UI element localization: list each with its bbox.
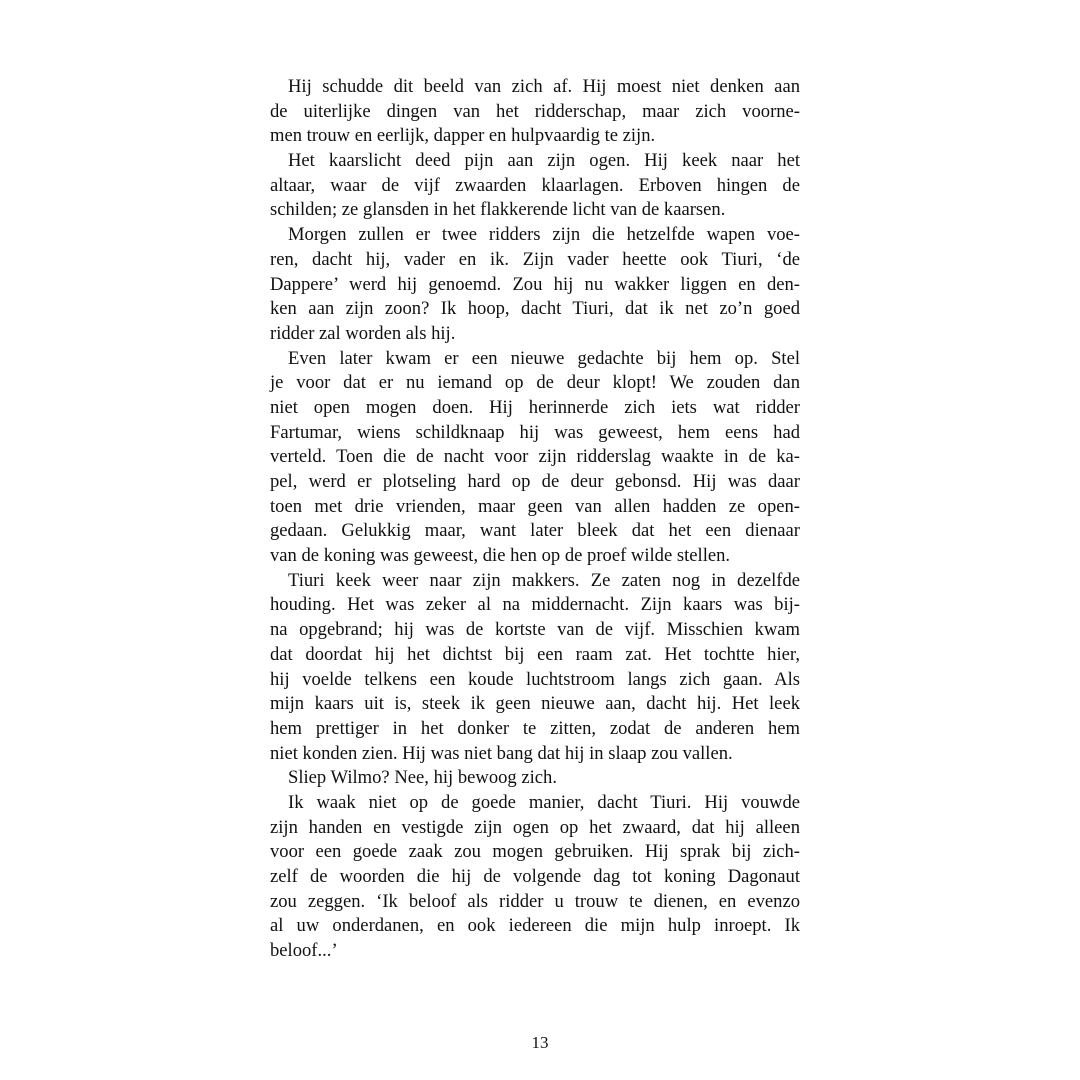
text-line: voor een goede zaak zou mogen gebruiken. Hij sprak bij zich- [270, 841, 800, 863]
text-line: Fartumar, wiens schildknaap hij was geweest, hem eens had [270, 421, 800, 443]
text-line: Hij schudde dit beeld van zich af. Hij moest niet denken aan [288, 76, 800, 97]
text-line: hij voelde telkens een koude luchtstroom langs zich gaan. Als [270, 668, 800, 690]
text-line: na opgebrand; hij was de kortste van de vijf. Misschien kwam [270, 619, 800, 641]
text-line: de uiterlijke dingen van het ridderschap, maar zich voorne- [270, 100, 800, 122]
text-line: je voor dat er nu iemand op de deur klopt! We zouden dan [270, 372, 800, 394]
text-line: men trouw en eerlijk, dapper en hulpvaardig te zijn. [270, 125, 656, 147]
text-line: ridder zal worden als hij. [270, 322, 456, 344]
text-line: zou zeggen. ‘Ik beloof als ridder u trouw te dienen, en evenzo [270, 890, 800, 912]
text-line: pel, werd er plotseling hard op de deur gebonsd. Hij was daar [270, 471, 800, 492]
text-line: Dappere’ werd hij genoemd. Zou hij nu wakker liggen en den- [270, 273, 800, 295]
text-line: Morgen zullen er twee ridders zijn die hetzelfde wapen voe- [288, 224, 800, 246]
text-line: van de koning was geweest, die hen op de proef wilde stellen. [270, 545, 731, 567]
text-line: dat doordat hij het dichtst bij een raam zat. Het tochtte hier, [270, 643, 800, 665]
body-text [270, 75, 800, 964]
text-line: al uw onderdanen, en ook iedereen die mijn hulp inroept. Ik [270, 915, 800, 937]
text-line: schilden; ze glansden in het flakkerende licht van de kaarsen. [270, 199, 726, 221]
text-line: hem prettiger in het donker te zitten, zodat de anderen hem [270, 717, 800, 739]
text-line: zijn handen en vestigde zijn ogen op het zwaard, dat hij alleen [270, 816, 800, 838]
text-line: zelf de woorden die hij de volgende dag tot koning Dagonaut [270, 866, 800, 887]
text-line: verteld. Toen die de nacht voor zijn ridderslag waakte in de ka- [270, 446, 800, 468]
text-line: mijn kaars uit is, steek ik geen nieuwe aan, dacht hij. Het leek [270, 693, 800, 715]
text-line: gedaan. Gelukkig maar, want later bleek dat het een dienaar [270, 520, 800, 542]
text-line: houding. Het was zeker al na middernacht. Zijn kaars was bij- [270, 594, 800, 616]
text-line: altaar, waar de vijf zwaarden klaarlagen. Erboven hingen de [270, 174, 800, 196]
text-line: beloof...’ [270, 940, 338, 962]
text-line: Even later kwam er een nieuwe gedachte bij hem op. Stel [288, 347, 800, 369]
text-line: niet konden zien. Hij was niet bang dat hij in slaap zou vallen. [270, 742, 733, 764]
text-line: ren, dacht hij, vader en ik. Zijn vader heette ook Tiuri, ‘de [270, 248, 800, 270]
text-line: toen met drie vrienden, maar geen van allen hadden ze open- [270, 495, 800, 517]
text-line: Ik waak niet op de goede manier, dacht Tiuri. Hij vouwde [288, 791, 800, 813]
text-line: Het kaarslicht deed pijn aan zijn ogen. Hij keek naar het [288, 150, 800, 172]
text-line: niet open mogen doen. Hij herinnerde zich iets wat ridder [270, 396, 800, 418]
page-number: 13 [531, 1033, 549, 1052]
text-line: Sliep Wilmo? Nee, hij bewoog zich. [288, 767, 557, 789]
text-line: Tiuri keek weer naar zijn makkers. Ze zaten nog in dezelfde [288, 569, 800, 591]
text-line: ken aan zijn zoon? Ik hoop, dacht Tiuri, dat ik net zo’n goed [270, 298, 800, 320]
